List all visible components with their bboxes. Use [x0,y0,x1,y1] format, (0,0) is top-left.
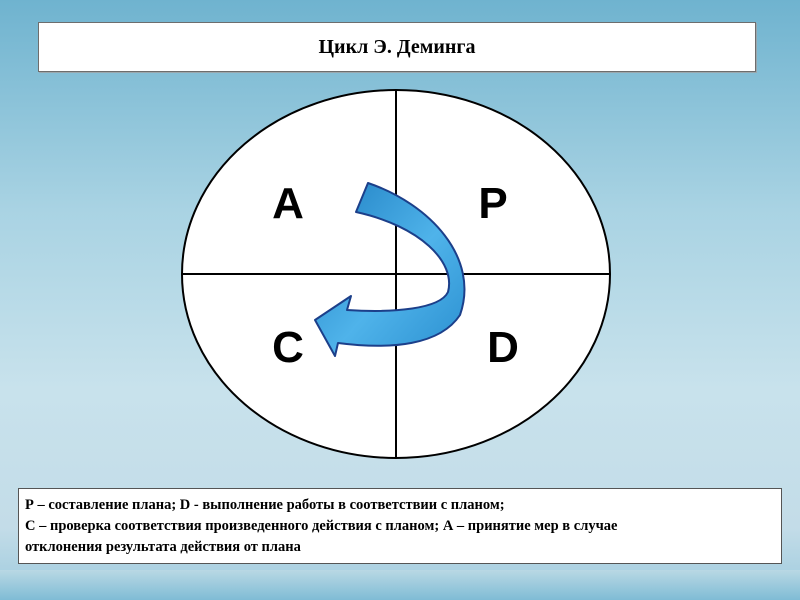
quadrant-label-p: P [478,179,508,228]
quadrant-label-d: D [487,323,519,372]
legend-line-2: С – проверка соответствия произведенного действия с планом; А – принятие мер в случае [25,518,618,534]
legend-line-3: отклонения результата действия от плана [25,539,301,555]
quadrant-label-a: A [272,179,304,228]
legend-line-1: Р – составление плана; D - выполнение работы в соответствии с планом; [25,497,505,513]
quadrant-label-c: C [272,323,304,372]
legend-box [18,488,782,564]
diagram-title: Цикл Э. Деминга [318,35,476,58]
